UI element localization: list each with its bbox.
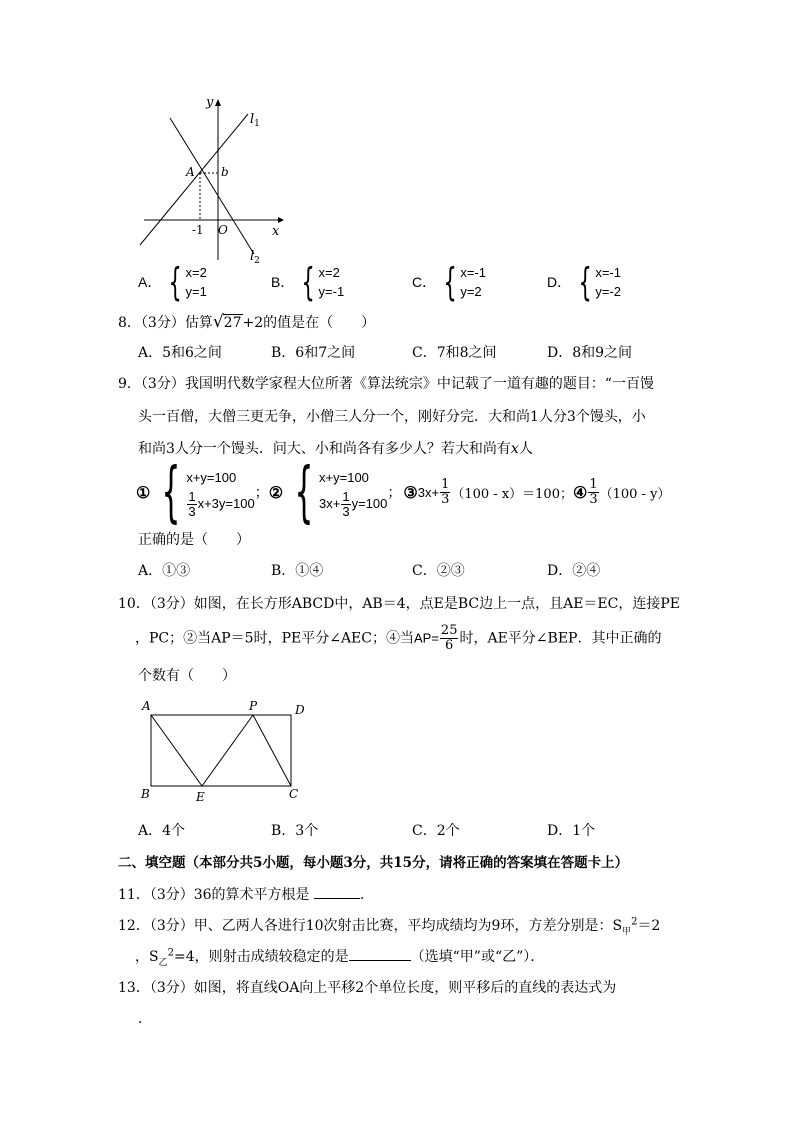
q10-option-c: C．2个 xyxy=(412,823,460,839)
label-y: y xyxy=(206,95,214,110)
label-l1: $l_1$ xyxy=(250,112,260,129)
q9-option-c: C．②③ xyxy=(412,563,465,579)
q9-option-d: D．②④ xyxy=(547,563,601,579)
segment-ae xyxy=(151,715,202,786)
brace: { xyxy=(294,453,314,530)
q9-option-b: B．①④ xyxy=(271,563,324,579)
label-C: C xyxy=(289,787,299,801)
coordinate-graph xyxy=(130,90,290,270)
label-l2: $l_2$ xyxy=(250,249,260,266)
q9-line1: 9．（3分）我国明代数学家程大位所著《算法统宗》中记载了一道有趣的题目：“一百馒 xyxy=(118,376,654,392)
answer-blank[interactable] xyxy=(314,886,360,899)
q9-line2: 头一百僧，大僧三更无争，小僧三人分一个，刚好分完．大和尚1人分3个馒头，小 xyxy=(138,409,646,425)
rectangle-abcd xyxy=(151,715,291,786)
line-l2 xyxy=(170,118,254,254)
q7-option-d: D． { x=-1 y=-2 xyxy=(547,260,621,304)
rectangle-figure xyxy=(138,696,318,806)
q9-correct-prompt: 正确的是（ ） xyxy=(138,532,250,548)
q10-option-b: B．3个 xyxy=(271,823,319,839)
segment-ep xyxy=(202,715,253,786)
label-A: A xyxy=(142,699,151,713)
q10-option-d: D．1个 xyxy=(547,823,596,839)
q12-line2: ，$S_乙^2=4$，则射击成绩较稳定的是 （选填“甲”或“乙”）． xyxy=(135,947,545,968)
q7-option-c: C． { x=-1 y=2 xyxy=(412,260,486,304)
q8-option-a: A．5和6之间 xyxy=(138,345,222,361)
label-A: A xyxy=(186,165,195,179)
q8-option-d: D．8和9之间 xyxy=(547,345,633,361)
q7-option-b: B． { x=2 y=-1 xyxy=(271,260,345,304)
q9-choices: ① { x+y=100 $\frac{1}{3}$ x+3y=100 ； ② { x+y=100 3x+ $\frac{1}{3}$ y=100 ； ③ 3x+ $\frac{1}{3}$ （100 - x）＝100； ④ $\frac{1}{3}$ （100 - y） xyxy=(136,453,671,530)
q13-line1: 13．（3分）如图，将直线OA向上平移2个单位长度，则平移后的直线的表达式为 xyxy=(118,980,617,996)
q10-option-a: A．4个 xyxy=(138,823,186,839)
q8-option-b: B．6和7之间 xyxy=(271,345,356,361)
answer-blank[interactable] xyxy=(349,948,411,961)
label-b: b xyxy=(221,165,229,179)
brace: { xyxy=(301,260,316,304)
label-neg1: -1 xyxy=(192,223,204,237)
q10-line1: 10．（3分）如图，在长方形ABCD中，AB＝4，点E是BC边上一点，且AE＝EC，连接PE xyxy=(118,596,681,612)
q11-stem: 11．（3分）36的算术平方根是 ． xyxy=(118,887,374,903)
q8-option-c: C．7和8之间 xyxy=(412,345,497,361)
label-O: O xyxy=(218,223,228,237)
brace: { xyxy=(578,260,592,304)
brace: { xyxy=(443,260,457,304)
q8-stem: 8．（3分）估算√27+2的值是在（ ） xyxy=(118,312,376,332)
q12-line1: 12．（3分）甲、乙两人各进行10次射击比赛，平均成绩均为9环，方差分别是：$S_甲^2=2$ xyxy=(118,916,661,937)
x-axis-arrow xyxy=(278,217,284,223)
label-x: x xyxy=(272,224,280,239)
q9-option-a: A．①③ xyxy=(138,563,191,579)
brace: { xyxy=(168,260,183,304)
label-B: B xyxy=(141,787,150,801)
segment-pc xyxy=(253,715,291,786)
q10-line3: 个数有（ ） xyxy=(138,668,236,684)
label-D: D xyxy=(295,703,305,717)
y-axis-arrow xyxy=(215,99,221,106)
q7-option-a: A． { x=2 y=1 xyxy=(138,260,207,304)
brace: { xyxy=(161,453,181,530)
q13-line2: ． xyxy=(138,1011,152,1027)
q9-line3: 和尚3人分一个馒头．问大、小和尚各有多少人？若大和尚有x人 xyxy=(138,441,533,457)
label-P: P xyxy=(249,699,258,713)
label-E: E xyxy=(196,790,205,804)
q10-line2: ，PC；②当AP＝5时，PE平分∠AEC；④当AP= $\frac{25}{6}$ 时，AE平分∠BEP．其中正确的 xyxy=(135,623,662,653)
section-title: 二、填空题（本部分共5小题，每小题3分，共15分，请将正确的答案填在答题卡上） xyxy=(118,855,629,871)
